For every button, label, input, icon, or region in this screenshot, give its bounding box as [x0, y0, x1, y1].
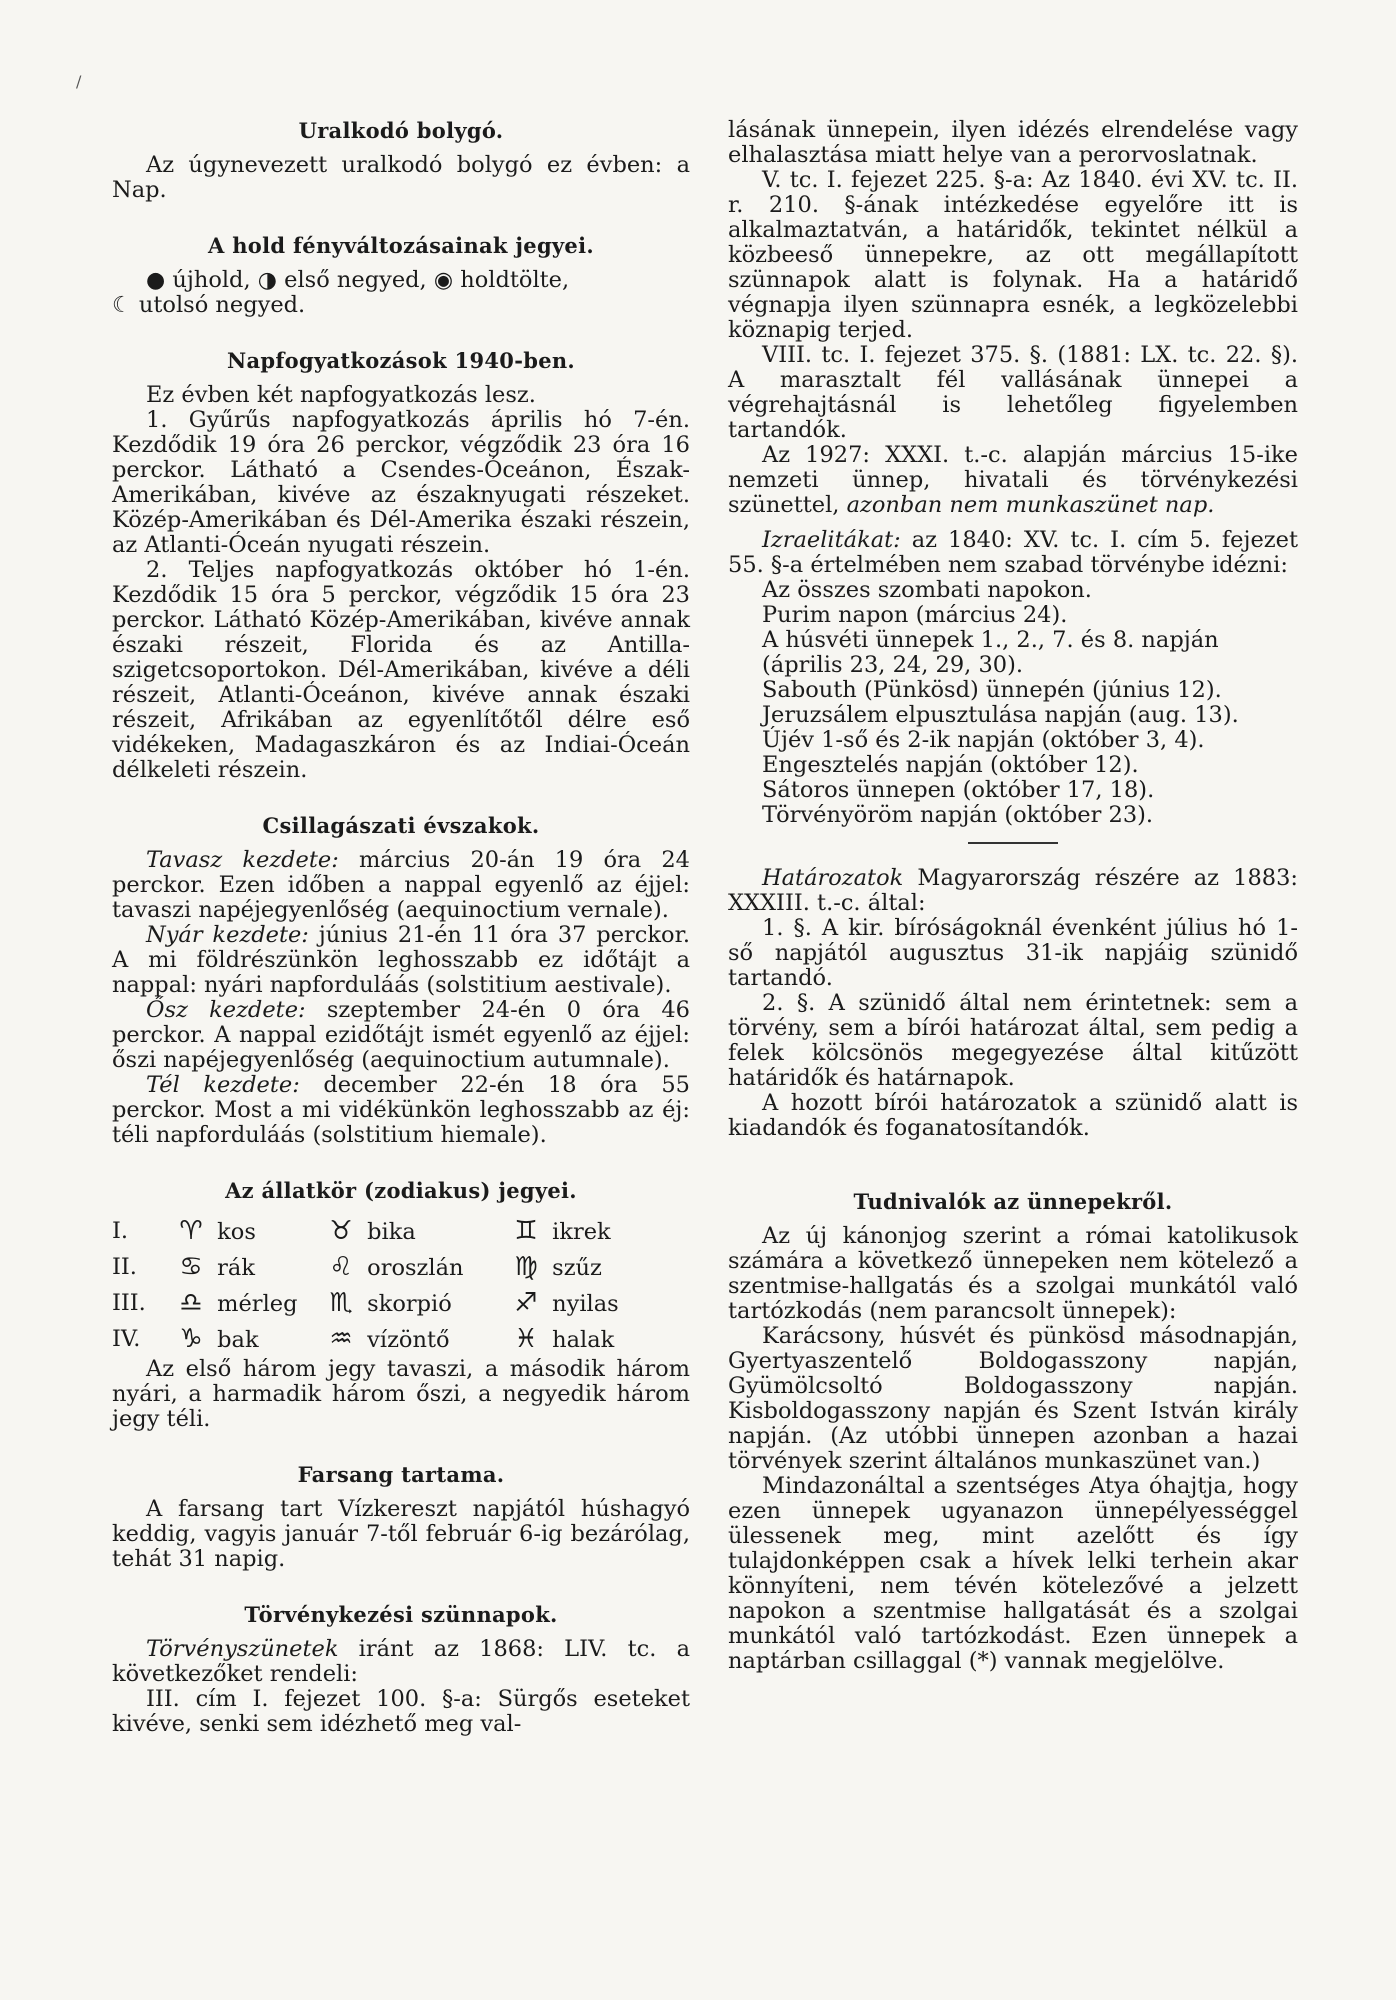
section-divider	[968, 842, 1058, 844]
zodiac-row	[112, 1321, 690, 1357]
feasts-3: Mindazonáltal a szentséges Atya óhajtja, hogy ezen ünnepek ugyanazon ünnepélyességgel ülessenek meg, mint azelőtt és így tulajdonképpen csak a hívek lelki terhein akar könnyíteni, nem tévén kötelezővé a jelzett napokon a szentmise hallgatását és a szolgai munkától való tartózkodást. Ezen ünnepek a naptárban csillaggal (*) vannak megjelölve.	[728, 1473, 1298, 1674]
ruling-planet-text: Az úgynevezett uralkodó bolygó ez évben: a Nap.	[112, 152, 690, 203]
jewish-holiday-item: Újév 1-ső és 2-ik napján (október 3, 4).	[762, 727, 1205, 753]
decisions-1: 1. §. A kir. bíróságoknál évenként július hó 1-ső napjától augusztus 31-ik napjáig szünidő tartandó.	[728, 915, 1298, 991]
zodiac-sign-name: nyilas	[552, 1291, 619, 1317]
capricorn-icon: ♑	[179, 1324, 203, 1354]
last-quarter-icon: ☾	[112, 293, 132, 318]
eclipses-intro: Ez évben két napfogyatkozás lesz.	[146, 382, 536, 408]
ruling-planet-heading: Uralkodó bolygó.	[298, 118, 504, 143]
zodiac-row	[112, 1249, 690, 1285]
zodiac-note: Az első három jegy tavaszi, a második három nyári, a harmadik három őszi, a negyedik három jegy téli.	[112, 1356, 690, 1432]
zodiac-table	[112, 1213, 690, 1357]
jewish-holiday-item: A húsvéti ünnepek 1., 2., 7. és 8. napján (április 23, 24, 29, 30).	[762, 627, 1219, 678]
zodiac-sign-name: mérleg	[217, 1291, 298, 1317]
sagittarius-icon: ♐	[514, 1288, 538, 1318]
season-summer: Nyár kezdete: június 21-én 11 óra 37 perckor. A mi földrészünkön leghosszabb ez időtájt a nappal: nyári napforduláás (solstitium aestivale).	[112, 922, 691, 998]
season-winter: Tél kezdete: december 22-én 18 óra 55 perckor. Most a mi vidékünkön leghosszabb az éj: téli napforduláás (solstitium hiemale).	[112, 1072, 690, 1148]
zodiac-row-number: II.	[112, 1254, 137, 1280]
full-moon-icon: ◉	[433, 268, 454, 293]
zodiac-sign-name: skorpió	[367, 1291, 452, 1317]
zodiac-row	[112, 1285, 690, 1321]
decisions-2: 2. §. A szünidő által nem érintetnek: sem a törvény, sem a bírói határozat által, sem pedig a felek kölcsönös megegyezése által kitűzött határidők és határnapok.	[728, 990, 1298, 1091]
zodiac-sign-name: ikrek	[552, 1219, 611, 1245]
decisions-3: A hozott bírói határozatok a szünidő alatt is kiadandók és foganatosítandók.	[728, 1090, 1298, 1141]
cancer-icon: ♋	[179, 1252, 203, 1282]
scorpio-icon: ♏	[329, 1288, 353, 1318]
eclipse-2: 2. Teljes napfogyatkozás október hó 1-én. Kezdődik 15 óra 5 perckor, végződik 15 óra 23 perckor. Látható Közép-Amerikában, kivéve annak északi részeit, Florida és az Antilla-szigetcsoportokon. Dél-Amerikában, kivéve a déli részeit, Atlanti-Óceánon, kivéve annak északi részeit, Afrikában az egyenlítőtől délre eső vidékeken, Madagaszkáron és az Indiai-Óceán délkeleti részein.	[112, 557, 690, 783]
feasts-2: Karácsony, húsvét és pünkösd másodnapján, Gyertyaszentelő Boldogasszony napján, Gyümölcsoltó Boldogasszony napján. Kisboldogasszony napján és Szent István király napján. (Az utóbbi ünnepen azonban a hazai törvények szerint általános munkaszünet van.)	[728, 1323, 1298, 1474]
carnival-heading: Farsang tartama.	[297, 1462, 505, 1487]
libra-icon: ♎	[179, 1288, 203, 1318]
jewish-holiday-item: Jeruzsálem elpusztulása napján (aug. 13).	[762, 702, 1239, 728]
zodiac-row-number: III.	[112, 1290, 146, 1316]
season-spring: Tavasz kezdete: március 20-án 19 óra 24 perckor. Ezen időben a nappal egyenlő az éjjel: tavaszi napéjegyenlőség (aequinoctium vernale).	[112, 847, 690, 923]
first-quarter-icon: ◑	[257, 268, 277, 293]
zodiac-sign-name: vízöntő	[367, 1327, 450, 1353]
jewish-holiday-item: Az összes szombati napokon.	[762, 577, 1092, 603]
zodiac-sign-name: szűz	[552, 1255, 602, 1281]
left-column	[112, 118, 690, 1737]
seasons-heading: Csillagászati évszakok.	[262, 813, 540, 838]
continued-text: lásának ünnepein, ilyen idézés elrendelése vagy elhalasztása miatt helye van a perorvoslatnak.	[728, 117, 1298, 168]
jewish-holiday-item: Engesztelés napján (október 12).	[762, 752, 1139, 778]
feasts-1: Az új kánonjog szerint a római katolikusok számára a következő ünnepeken nem kötelező a szentmise-hallgatás és a szolgai munkától való tartózkodás (nem parancsolt ünnepek):	[728, 1223, 1298, 1324]
zodiac-sign-name: kos	[217, 1219, 256, 1245]
decisions-intro: Határozatok Magyarország részére az 1883: XXXIII. t.-c. által:	[728, 865, 1298, 916]
zodiac-sign-name: halak	[552, 1327, 615, 1353]
new-moon-icon: ●	[146, 268, 166, 293]
right-column	[728, 118, 1298, 1674]
taurus-icon: ♉	[329, 1216, 353, 1246]
eclipse-1: 1. Gyűrűs napfogyatkozás április hó 7-én. Kezdődik 19 óra 26 perckor, végződik 23 óra 16 perckor. Látható a Csendes-Óceánon, Észak-Amerikában, kivéve az északnyugati részeket. Közép-Amerikában és Dél-Amerika északi részein, az Atlanti-Óceán nyugati részein.	[112, 407, 690, 558]
zodiac-sign-name: rák	[217, 1255, 255, 1281]
gemini-icon: ♊	[514, 1216, 538, 1246]
page-corner-mark: /	[76, 72, 82, 91]
zodiac-sign-name: bak	[217, 1327, 259, 1353]
court-holidays-rule: III. cím I. fejezet 100. §-a: Sürgős eseteket kivéve, senki sem idézhető meg val-	[112, 1686, 690, 1737]
jewish-holiday-item: Purim napon (március 24).	[762, 602, 1068, 628]
zodiac-row	[112, 1213, 690, 1249]
leo-icon: ♌	[329, 1252, 353, 1282]
moon-phases-legend-2: ☾ utolsó negyed.	[112, 292, 306, 318]
zodiac-heading: Az állatkör (zodiakus) jegyei.	[225, 1178, 577, 1203]
jewish-holiday-item: Törvényöröm napján (október 23).	[762, 802, 1154, 828]
jewish-holidays-list	[728, 578, 1298, 828]
moon-phases-heading: A hold fényváltozásainak jegyei.	[208, 233, 594, 258]
jewish-holiday-item: Sátoros ünnepen (október 17, 18).	[762, 777, 1155, 803]
court-holidays-intro: Törvényszünetek iránt az 1868: LIV. tc. a következőket rendeli:	[112, 1636, 690, 1687]
zodiac-row-number: IV.	[112, 1326, 141, 1352]
pisces-icon: ♓	[514, 1324, 538, 1354]
aries-icon: ♈	[179, 1216, 203, 1246]
jewish-holiday-item: Sabouth (Pünkösd) ünnepén (június 12).	[762, 677, 1222, 703]
rule-225: V. tc. I. fejezet 225. §-a: Az 1840. évi XV. tc. II. r. 210. §-ának intézkedése egyelőre itt is alkalmaztatván, a határidők, tekintet nélkül a közbeeső ünnepekre, az ott megállapított szünnapok alatt is folynak. Ha a határidő végnapja ilyen szünnapra esnék, a legközelebbi köznapig terjed.	[728, 167, 1298, 343]
rule-375: VIII. tc. I. fejezet 375. §. (1881: LX. tc. 22. §). A marasztalt fél vallásának ünnepei a végrehajtásnál is lehetőleg figyelemben tartandók.	[728, 342, 1298, 443]
feasts-heading: Tudnivalók az ünnepekről.	[853, 1189, 1173, 1214]
virgo-icon: ♍	[514, 1252, 538, 1282]
zodiac-row-number: I.	[112, 1218, 129, 1244]
zodiac-sign-name: oroszlán	[367, 1255, 464, 1281]
moon-phases-legend: ● újhold, ◑ első negyed, ◉ holdtölte,	[146, 267, 570, 293]
zodiac-sign-name: bika	[367, 1219, 416, 1245]
court-holidays-heading: Törvénykezési szünnapok.	[244, 1602, 558, 1627]
eclipses-heading: Napfogyatkozások 1940-ben.	[226, 348, 576, 373]
carnival-text: A farsang tart Vízkereszt napjától húshagyó keddig, vagyis január 7-től február 6-ig bezárólag, tehát 31 napig.	[112, 1496, 690, 1572]
aquarius-icon: ♒	[329, 1324, 353, 1354]
jewish-holidays-intro: Izraelitákat: az 1840: XV. tc. I. cím 5. fejezet 55. §-a értelmében nem szabad törvénybe idézni:	[728, 527, 1298, 578]
season-autumn: Ősz kezdete: szeptember 24-én 0 óra 46 perckor. A nappal ezidőtájt ismét egyenlő az éjjel: őszi napéjegyenlőség (aequinoctium autumnale).	[112, 997, 690, 1073]
national-holiday: Az 1927: XXXI. t.-c. alapján március 15-ike nemzeti ünnep, hivatali és törvénykezési szünettel, azonban nem munkaszünet nap.	[728, 442, 1298, 518]
